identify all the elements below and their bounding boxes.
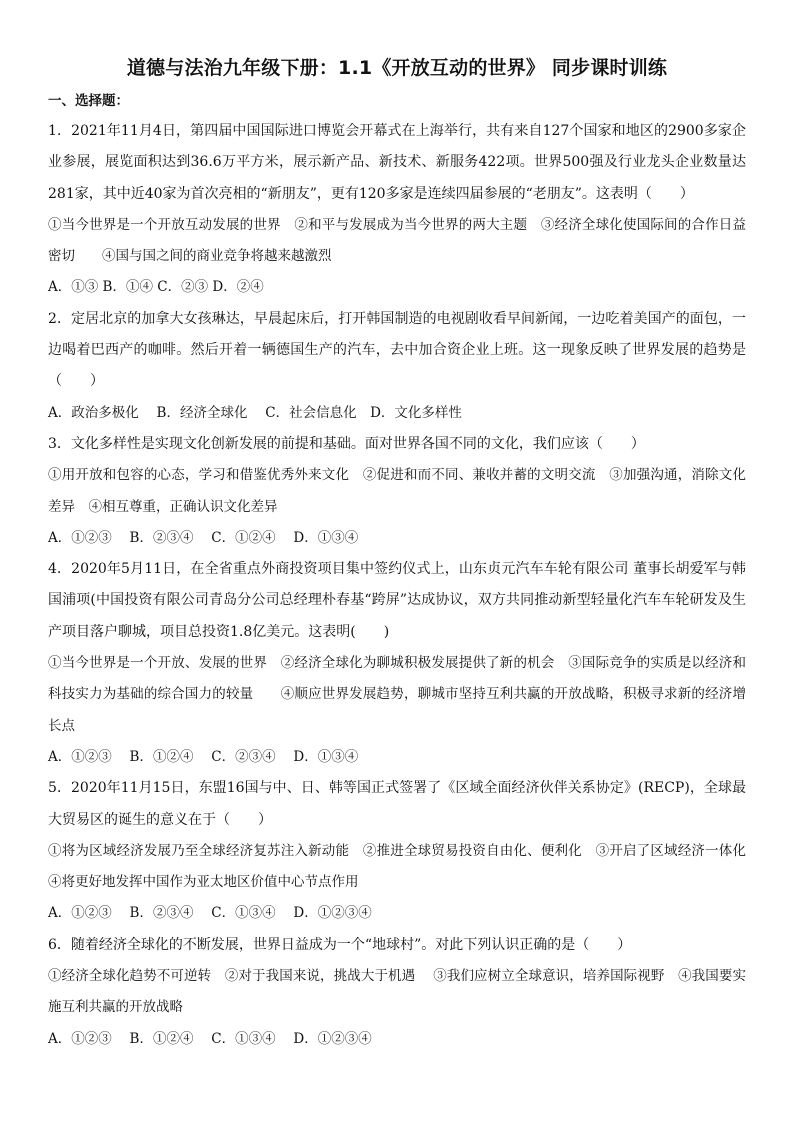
question-stem: 5．2020年11月15日，东盟16国与中、日、韩等国正式签署了《区域全面经济伙伴关系协定》(RECP)，全球最大贸易区的诞生的意义在于（ ）	[48, 780, 746, 828]
question-statements: ①当今世界是一个开放互动发展的世界 ②和平与发展成为当今世界的两大主题 ③经济全球化使国际间的合作日益密切 ④国与国之间的商业竞争将越来越激烈	[48, 216, 746, 265]
answer-choices: A．①②③ B．①②④ C．②③④ D．①③④	[48, 748, 359, 765]
question-statements: ①经济全球化趋势不可逆转 ②对于我国来说，挑战大于机遇 ③我们应树立全球意识，培养国际视野 ④我国要实施互利共赢的开放战略	[48, 968, 746, 1016]
answer-choices: A．①③ B．①④ C．②③ D．②④	[48, 279, 264, 296]
question-stem: 1．2021年11月4日，第四届中国国际进口博览会开幕式在上海举行，共有来自127个国家和地区的2900多家企业参展，展览面积达到36.6万平方米，展示新产品、新技术、新服务422项。世界500强及行业龙头企业数量达281家，其中近40家为首次亮相的“新朋友”，更有120多家是连续四届参展的“老朋友”。这表明（ ）	[48, 123, 746, 202]
question-statements: ①将为区域经济发展乃至全球经济复苏注入新动能 ②推进全球贸易投资自由化、便利化 ③开启了区域经济一体化 ④将更好地发挥中国作为亚太地区价值中心节点作用	[48, 842, 760, 891]
answer-choices: A．①②③ B．②③④ C．①②④ D．①③④	[48, 529, 359, 546]
question-stem: 3．文化多样性是实现文化创新发展的前提和基础。面对世界各国不同的文化，我们应该（ ）	[48, 435, 645, 452]
question-4	[48, 554, 746, 773]
answer-choices: A．①②③ B．②③④ C．①③④ D．①②③④	[48, 905, 372, 922]
answer-choices: A．①②③ B．①②④ C．①③④ D．①②③④	[48, 1030, 372, 1047]
question-stem: 2．定居北京的加拿大女孩琳达，早晨起床后，打开韩国制造的电视剧收看早间新闻，一边吃着美国产的面包，一边喝着巴西产的咖啡。然后开着一辆德国生产的汽车，去中加合资企业上班。这一现象反映了世界发展的趋势是（ ）	[48, 310, 746, 390]
question-stem: 6．随着经济全球化的不断发展，世界日益成为一个“地球村”。对此下列认识正确的是（ ）	[48, 936, 632, 953]
question-1	[48, 116, 746, 304]
question-5	[48, 773, 760, 929]
question-3	[48, 429, 746, 554]
question-statements: ①当今世界是一个开放、发展的世界 ②经济全球化为聊城积极发展提供了新的机会 ③国际竞争的实质是以经济和科技实力为基础的综合国力的较量 ④顺应世界发展趋势，聊城市坚持互利共赢的开放战略，积极寻求新的经济增长点	[48, 655, 746, 734]
page-title: 道德与法治九年级下册：1.1《开放互动的世界》 同步课时训练	[126, 57, 668, 79]
question-2	[48, 304, 746, 429]
question-statements: ①用开放和包容的心态，学习和借鉴优秀外来文化 ②促进和而不同、兼收并蓄的文明交流 ③加强沟通，消除文化差异 ④相互尊重，正确认识文化差异	[48, 467, 746, 515]
question-stem: 4．2020年5月11日，在全省重点外商投资项目集中签约仪式上，山东贞元汽车车轮有限公司 董事长胡爱军与韩国浦项(中国投资有限公司青岛分公司总经理朴春基“跨屏”达成协议，双方共同推动新型轻量化汽车车轮研发及生产项目落户聊城，项目总投资1.8亿美元。这表明( )	[48, 561, 746, 640]
question-6	[48, 930, 746, 1055]
section-heading: 一、选择题：	[48, 93, 129, 109]
answer-choices: A．政治多极化 B．经济全球化 C．社会信息化 D．文化多样性	[48, 404, 462, 421]
